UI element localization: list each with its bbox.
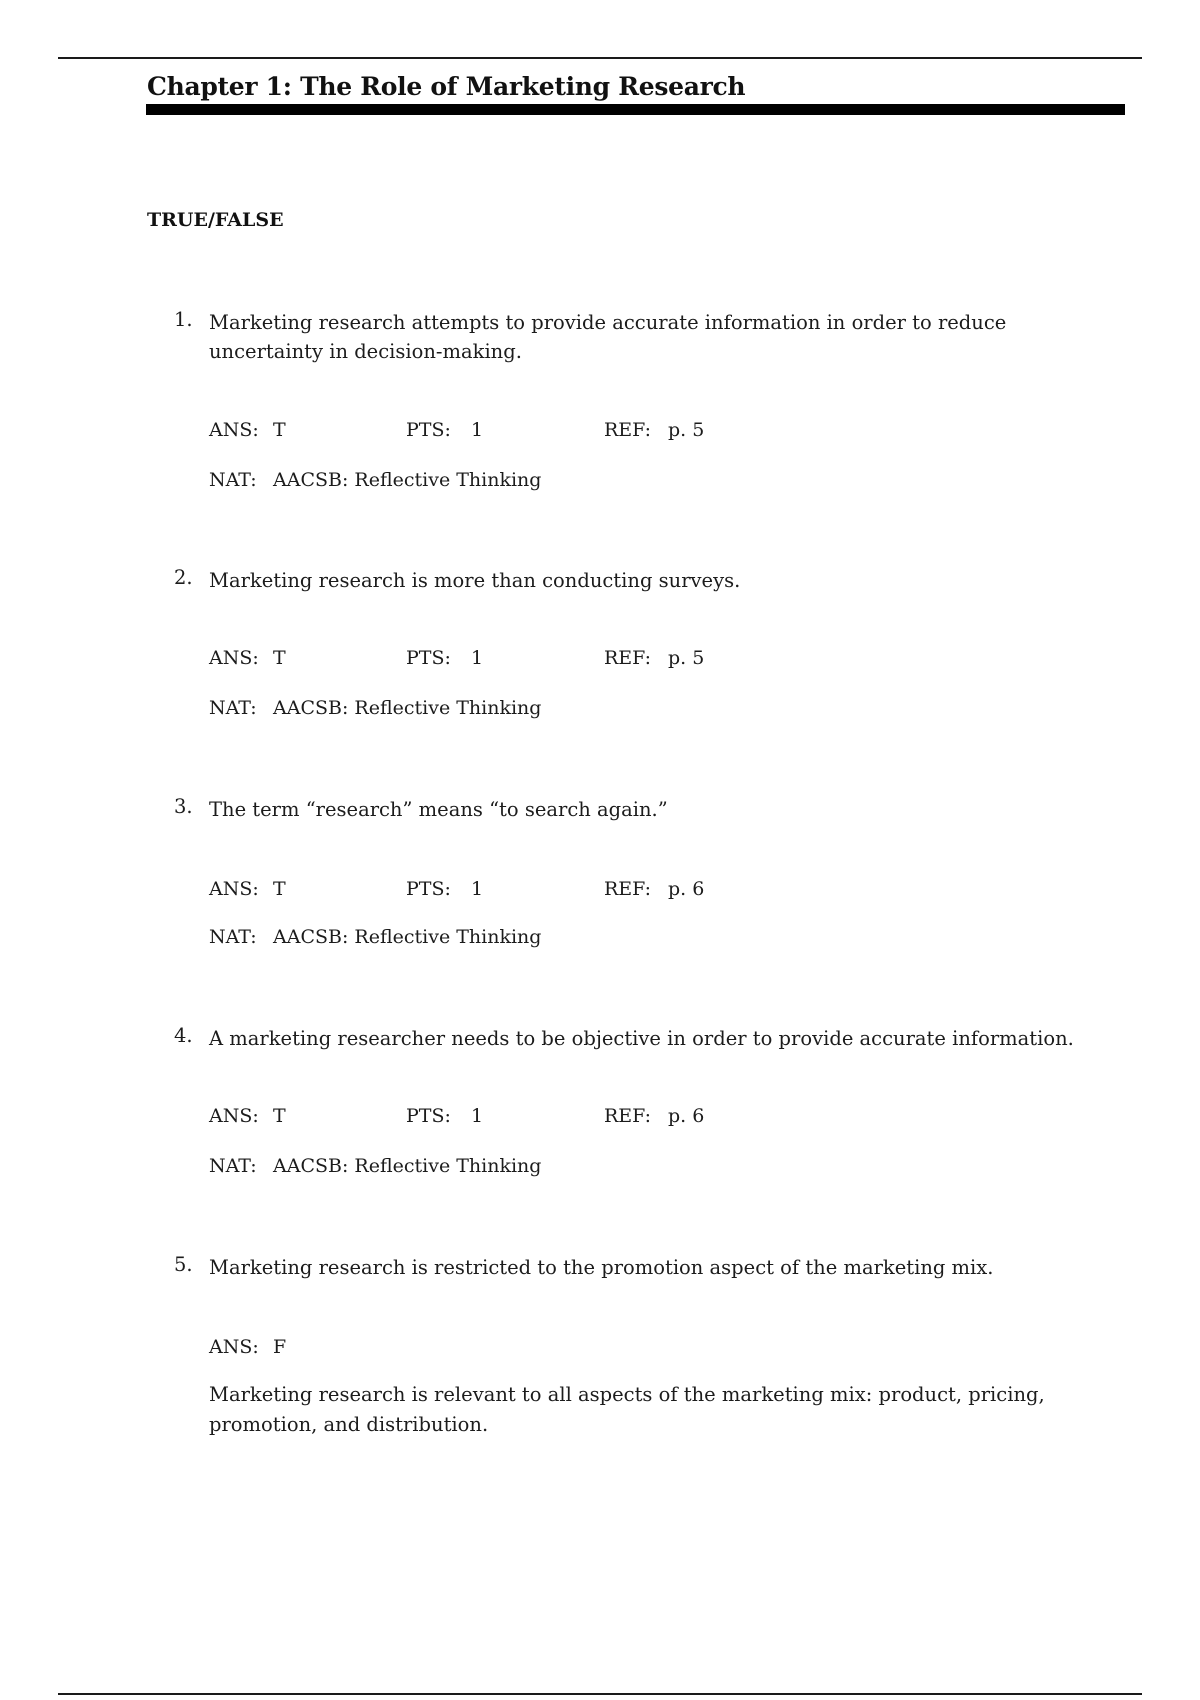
pts-value: 1 [471,1105,484,1127]
question-number: 3. [174,795,193,818]
chapter-title: Chapter 1: The Role of Marketing Research [147,72,746,101]
ans-label: ANS: [209,419,259,441]
ans-label: ANS: [209,1105,259,1127]
nat-label: NAT: [209,1155,257,1177]
ref-label: REF: [604,1105,652,1127]
ref-label: REF: [604,647,652,669]
pts-value: 1 [471,647,484,669]
ans-value: F [273,1336,287,1358]
pts-label: PTS: [406,419,451,441]
question-text: A marketing researcher needs to be objective in order to provide accurate information. [209,1027,1074,1050]
question-text: Marketing research attempts to provide accurate information in order to reduce uncertainty in decision-making. [209,311,1007,363]
ref-value: p. 5 [668,419,705,441]
ans-value: T [273,1105,286,1127]
question-number: 1. [174,308,193,331]
title-underline-bar [146,104,1125,115]
ans-value: T [273,647,286,669]
question-number: 5. [174,1253,193,1276]
nat-value: AACSB: Reflective Thinking [273,1155,542,1177]
nat-label: NAT: [209,697,257,719]
question-text: Marketing research is more than conducting surveys. [209,569,741,592]
ans-label: ANS: [209,647,259,669]
nat-label: NAT: [209,469,257,491]
ans-label: ANS: [209,1336,259,1358]
ref-value: p. 6 [668,878,705,900]
bottom-rule [58,1693,1142,1695]
ref-label: REF: [604,419,652,441]
section-heading: TRUE/FALSE [147,209,284,231]
ans-value: T [273,878,286,900]
question-text: Marketing research is restricted to the promotion aspect of the marketing mix. [209,1256,994,1279]
ref-label: REF: [604,878,652,900]
question-number: 2. [174,566,193,589]
pts-label: PTS: [406,647,451,669]
pts-value: 1 [471,419,484,441]
nat-value: AACSB: Reflective Thinking [273,697,542,719]
top-rule [58,57,1142,59]
ref-value: p. 6 [668,1105,705,1127]
answer-rationale: Marketing research is relevant to all aspects of the marketing mix: product, pricing, promotion, and distribution. [209,1383,1045,1436]
ans-label: ANS: [209,878,259,900]
nat-value: AACSB: Reflective Thinking [273,926,542,948]
question-text: The term “research” means “to search again.” [209,798,668,821]
ans-value: T [273,419,286,441]
nat-value: AACSB: Reflective Thinking [273,469,542,491]
question-number: 4. [174,1024,193,1047]
pts-label: PTS: [406,878,451,900]
ref-value: p. 5 [668,647,705,669]
pts-value: 1 [471,878,484,900]
nat-label: NAT: [209,926,257,948]
pts-label: PTS: [406,1105,451,1127]
